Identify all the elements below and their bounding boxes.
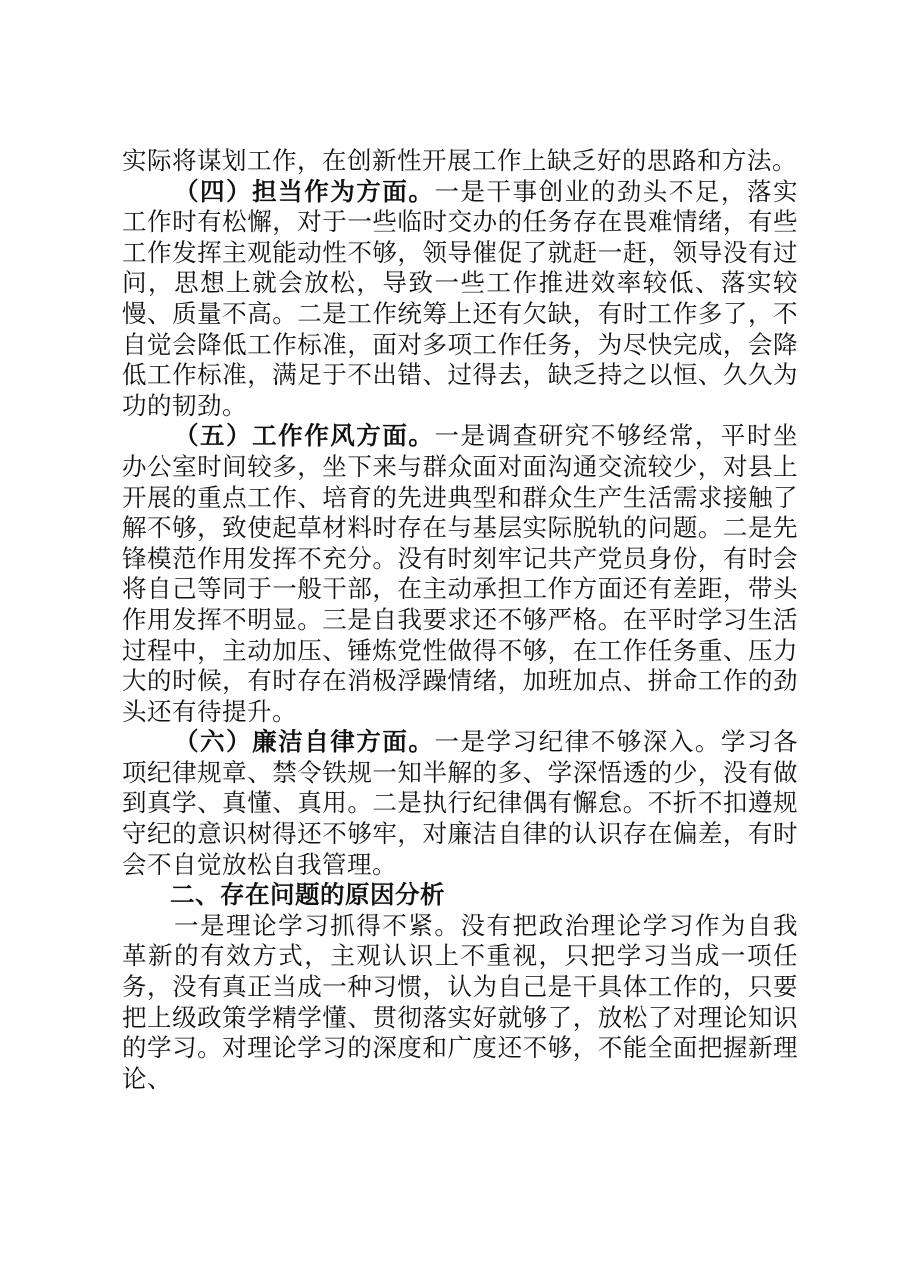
document-page (122, 146, 798, 1094)
section-5-body: 一是调查研究不够经常，平时坐办公室时间较多，坐下来与群众面对面沟通交流较少，对县上开展的重点工作、培育的先进典型和群众生产生活需求接触了解不够，致使起草材料时存在与基层实际脱轨的问题。二是先锋模范作用发挥不充分。没有时刻牢记共产党员身份，有时会将自己等同于一般干部，在主动承担工作方面还有差距，带头作用发挥不明显。三是自我要求还不够严格。在平时学习生活过程中，主动加压、锤炼党性做得不够，在工作任务重、压力大的时候，有时存在消极浮躁情绪，加班加点、拼命工作的劲头还有待提升。 (122, 421, 799, 726)
section-4-heading: （四）担当作为方面。 (174, 176, 435, 206)
section-4-body: 一是干事创业的劲头不足，落实工作时有松懈，对于一些临时交办的任务存在畏难情绪，有些工作发挥主观能动性不够，领导催促了就赶一赶，领导没有过问，思想上就会放松，导致一些工作推进效率较低、落实较慢、质量不高。二是工作统筹上还有欠缺，有时工作多了，不自觉会降低工作标准，面对多项工作任务，为尽快完成，会降低工作标准，满足于不出错、过得去，缺乏持之以恒、久久为功的韧劲。 (122, 176, 799, 420)
paragraph-section-4 (122, 177, 798, 422)
section-6-body: 一是学习纪律不够深入。学习各项纪律规章、禁令铁规一知半解的多、学深悟透的少，没有做到真学、真懂、真用。二是执行纪律偶有懈怠。不折不扣遵规守纪的意识树得还不够牢，对廉洁自律的认识存在偏差，有时会不自觉放松自我管理。 (122, 727, 799, 879)
section-heading-2: 二、存在问题的原因分析 (170, 880, 445, 910)
paragraph-section-5 (122, 421, 798, 727)
paragraph-section-6 (122, 727, 798, 880)
paragraph-cause-analysis: 一是理论学习抓得不紧。没有把政治理论学习作为自我革新的有效方式，主观认识上不重视，只把学习当成一项任务，没有真正当成一种习惯，认为自己是干具体工作的，只要把上级政策学精学懂、贯彻落实好就够了，放松了对理论知识的学习。对理论学习的深度和广度还不够，不能全面把握新理论、 (122, 910, 798, 1093)
section-5-heading: （五）工作作风方面。 (174, 421, 435, 451)
section-6-heading: （六）廉洁自律方面。 (174, 727, 435, 757)
paragraph-continuation: 实际将谋划工作，在创新性开展工作上缺乏好的思路和方法。 (122, 146, 797, 175)
